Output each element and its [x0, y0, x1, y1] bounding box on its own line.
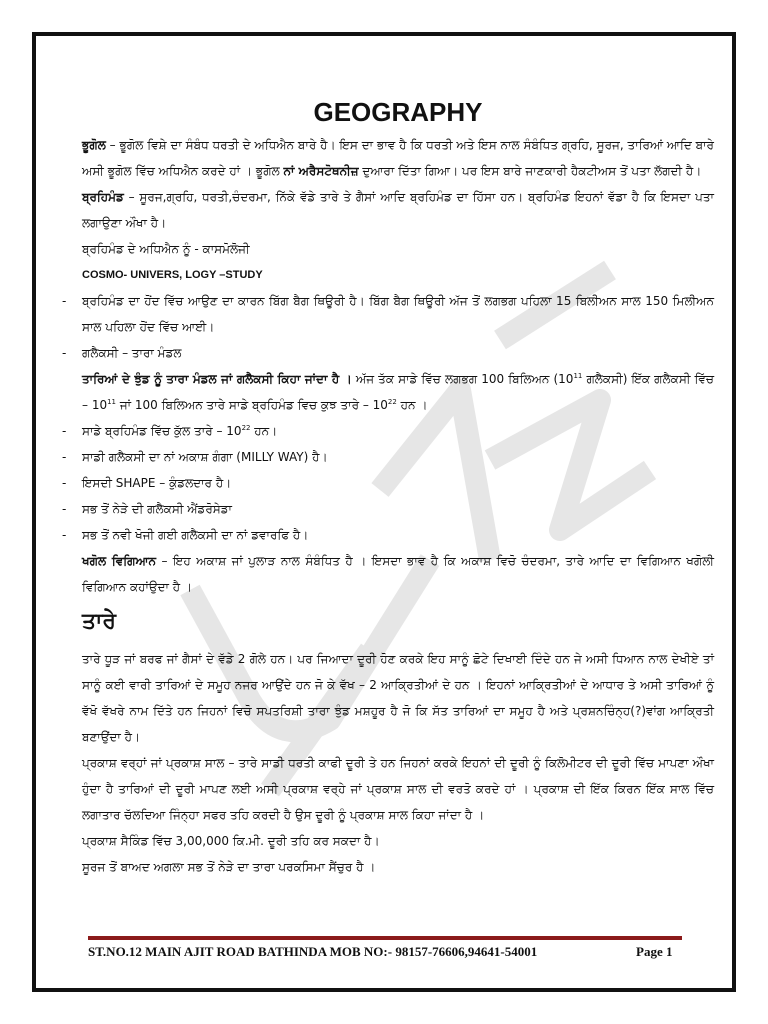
galaxy-text-b: ਗਲੈਕਸੀ) ਇੱਕ ਗਲੈਕਸੀ ਵਿੱਚ – 10: [82, 372, 714, 412]
khagol-term: ਖਗੋਲ ਵਿਗਿਆਨ: [82, 554, 157, 568]
bullet-text: ਸਭ ਤੋਂ ਨਵੀ ਖੋਜੀ ਗਈ ਗਲੈਕਸੀ ਦਾ ਨਾਂ ਡਵਾਰਫਿ ਹੈ।: [82, 528, 309, 542]
galaxy-sup-a: 11: [573, 372, 583, 380]
cosmo-line: COSMO- UNIVERS, LOGY –STUDY: [82, 269, 263, 281]
bullet-text: ਸਭ ਤੋਂ ਨੇੜੇ ਦੀ ਗਲੈਕਸੀ ਐਂਡਰੋਸੇਡਾ: [82, 502, 232, 516]
bullet-text: ਸਾਡੇ ਬ੍ਰਹਿਮੰਡ ਵਿੱਚ ਕੁੱਲ ਤਾਰੇ – 10: [82, 424, 242, 438]
tare-paragraph-4: ਸੂਰਜ ਤੋਂ ਬਾਅਦ ਅਗਲਾ ਸਭ ਤੋਂ ਨੇੜੇ ਦਾ ਤਾਰਾ ਪਰਕਸਿਮਾ ਸੈਂਚੁਰ ਹੈ ।: [82, 860, 376, 874]
galaxy-bold: ਤਾਰਿਆਂ ਦੇ ਝੁੰਡ ਨੂੰ ਤਾਰਾ ਮੰਡਲ ਜਾਂ ਗਲੈਕਸੀ ਕਿਹਾ ਜਾਂਦਾ ਹੈ ।: [82, 372, 352, 386]
galaxy-sup-b: 11: [107, 398, 117, 406]
list-item: - ਗਲੈਕਸੀ – ਤਾਰਾ ਮੰਡਲ: [62, 340, 714, 366]
bhugol-paragraph: [62, 132, 714, 184]
bullet-text: ਸਾਡੀ ਗਲੈਕਸੀ ਦਾ ਨਾਂ ਅਕਾਸ਼ ਗੰਗਾ (MILLY WAY) ਹੈ।: [82, 450, 328, 464]
list-item: - ਸਭ ਤੋਂ ਨਵੀ ਖੋਜੀ ਗਈ ਗਲੈਕਸੀ ਦਾ ਨਾਂ ਡਵਾਰਫਿ ਹੈ।: [62, 522, 714, 548]
document-body: [62, 92, 714, 880]
khagol-paragraph: [62, 548, 714, 600]
brahmand-term: ਬ੍ਰਹਿਮੰਡ: [82, 190, 124, 204]
list-item: - ਇਸਦੀ SHAPE – ਕੁੰਡਲਦਾਰ ਹੈ।: [62, 470, 714, 496]
tare-paragraph-3: ਪ੍ਰਕਾਸ਼ ਸੈਕਿੰਡ ਵਿੱਚ 3,00,000 ਕਿ.ਮੀ. ਦੂਰੀ ਤਹਿ ਕਰ ਸਕਦਾ ਹੈ।: [82, 834, 380, 848]
bhugol-bold: ਨਾਂ ਅਰੈਸਟੋਥਨੀਜ਼: [283, 164, 359, 178]
bullet-tail: ਹਨ।: [250, 424, 278, 438]
list-item: - ਸਾਡੇ ਬ੍ਰਹਿਮੰਡ ਵਿੱਚ ਕੁੱਲ ਤਾਰੇ – $10^{22}$ ਹਨ।: [62, 424, 278, 438]
page-number: Page 1: [636, 944, 673, 959]
galaxy-text-a: ਅੱਜ ਤੱਕ ਸਾਡੇ ਵਿੱਚ ਲਗਭਗ 100 ਬਿਲਿਅਨ (10: [351, 372, 574, 386]
bullet-text: ਬ੍ਰਹਿਮੰਡ ਦਾ ਹੋਂਦ ਵਿੱਚ ਆਉਣ ਦਾ ਕਾਰਨ ਬਿੱਗ ਬੈਗ ਥਿਊਰੀ ਹੈ। ਬਿੱਗ ਬੈਗ ਥਿਊਰੀ ਅੱਜ ਤੋਂ ਲਗਭਗ ਪਹਿਲਾ 15 ਬਿਲੀਅਨ ਸਾਲ 150 ਮਿਲੀਅਨ ਸਾਲ ਪਹਿਲਾ ਹੋਂਦ ਵਿੱਚ ਆਈ।: [82, 294, 714, 334]
page-title: GEOGRAPHY: [313, 97, 483, 127]
bullet-sup: 22: [241, 424, 251, 432]
galaxy-text-c: ਜਾਂ 100 ਬਿਲਿਅਨ ਤਾਰੇ ਸਾਡੇ ਬ੍ਰਹਿਮੰਡ ਵਿਚ ਕੁਝ ਤਾਰੇ – 10: [116, 398, 388, 412]
tare-paragraph-2: ਪ੍ਰਕਾਸ਼ ਵਰ੍ਹਾਂ ਜਾਂ ਪ੍ਰਕਾਸ਼ ਸਾਲ – ਤਾਰੇ ਸਾਡੀ ਧਰਤੀ ਕਾਫੀ ਦੂਰੀ ਤੇ ਹਨ ਜਿਹਨਾਂ ਕਰਕੇ ਇਹਨਾਂ ਦੀ ਦੂਰੀ ਨੂੰ ਕਿਲੋਮੀਟਰ ਦੀ ਦੂਰੀ ਵਿੱਚ ਮਾਪਣਾ ਔਖਾ ਹੁੰਦਾ ਹੈ ਤਾਰਿਆਂ ਦੀ ਦੂਰੀ ਮਾਪਣ ਲਈ ਅਸੀ ਪ੍ਰਕਾਸ਼ ਵਰ੍ਹੇ ਜਾਂ ਪ੍ਰਕਾਸ਼ ਸਾਲ ਦੀ ਵਰਤੋ ਕਰਦੇ ਹਾਂ । ਪ੍ਰਕਾਸ਼ ਦੀ ਇੱਕ ਕਿਰਨ ਇੱਕ ਸਾਲ ਵਿੱਚ ਲਗਾਤਾਰ ਚੱਲਦਿਆ ਜਿੰਨ੍ਹਾ ਸਫਰ ਤਹਿ ਕਰਦੀ ਹੈ ਉਸ ਦੂਰੀ ਨੂੰ ਪ੍ਰਕਾਸ਼ ਸਾਲ ਕਿਹਾ ਜਾਂਦਾ ਹੈ ।: [82, 756, 714, 822]
bhugol-text-2: ਦੁਆਰਾ ਦਿੱਤਾ ਗਿਆ। ਪਰ ਇਸ ਬਾਰੇ ਜਾਣਕਾਰੀ ਹੈਕਟੀਅਸ ਤੋਂ ਪਤਾ ਲੱਗਦੀ ਹੈ।: [358, 164, 702, 178]
tare-paragraph-1: ਤਾਰੇ ਧੂੜ ਜਾਂ ਬਰਫ ਜਾਂ ਗੈਸਾਂ ਦੇ ਵੱਡੇ 2 ਗੋਲੇ ਹਨ। ਪਰ ਜਿਆਦਾ ਦੂਰੀ ਹੋਣ ਕਰਕੇ ਇਹ ਸਾਨੂੰ ਛੋਟੇ ਦਿਖਾਈ ਦਿੰਦੇ ਹਨ ਜੇ ਅਸੀ ਧਿਆਨ ਨਾਲ ਦੇਖੀਏ ਤਾਂ ਸਾਨੂੰ ਕਈ ਵਾਰੀ ਤਾਰਿਆਂ ਦੇ ਸਮੂਹ ਨਜਰ ਆਉਂਦੇ ਹਨ ਜੋ ਕੇ ਵੱਖ – 2 ਆਕ੍ਰਿਤੀਆਂ ਦੇ ਹਨ । ਇਹਨਾਂ ਆਕ੍ਰਿਤੀਆਂ ਦੇ ਆਧਾਰ ਤੇ ਅਸੀ ਤਾਰਿਆਂ ਨੂੰ ਵੱਖੋ ਵੱਖਰੇ ਨਾਮ ਦਿੱਤੇ ਹਨ ਜਿਹਨਾਂ ਵਿਚੋ ਸਪਤਰਿਸ਼ੀ ਤਾਰਾ ਝੁੰਡ ਮਸ਼ਹੂਰ ਹੈ ਜੋ ਕਿ ਸੱਤ ਤਾਰਿਆਂ ਦਾ ਸਮੂਹ ਹੈ ਅਤੇ ਪ੍ਰਸ਼ਨਚਿੰਨ੍ਹ(?)ਵਾਂਗ ਆਕ੍ਰਿਤੀ ਬਣਾਉਂਦਾ ਹੈ।: [82, 652, 714, 744]
galaxy-sup-c: 22: [387, 398, 397, 406]
brahmand-paragraph: [62, 184, 714, 236]
list-item: - ਬ੍ਰਹਿਮੰਡ ਦਾ ਹੋਂਦ ਵਿੱਚ ਆਉਣ ਦਾ ਕਾਰਨ ਬਿੱਗ ਬੈਗ ਥਿਊਰੀ ਹੈ। ਬਿੱਗ ਬੈਗ ਥਿਊਰੀ ਅੱਜ ਤੋਂ ਲਗਭਗ ਪਹਿਲਾ 15 ਬਿਲੀਅਨ ਸਾਲ 150 ਮਿਲੀਅਨ ਸਾਲ ਪਹਿਲਾ ਹੋਂਦ ਵਿੱਚ ਆਈ।: [62, 288, 714, 340]
bullet-text: ਇਸਦੀ SHAPE – ਕੁੰਡਲਦਾਰ ਹੈ।: [82, 476, 232, 490]
galaxy-text-d: ਹਨ ।: [396, 398, 428, 412]
bhugol-term: ਭੂਗੋਲ: [82, 138, 106, 152]
list-item: - ਸਭ ਤੋਂ ਨੇੜੇ ਦੀ ਗਲੈਕਸੀ ਐਂਡਰੋਸੇਡਾ: [62, 496, 714, 522]
brahmand-study-line: ਬ੍ਰਹਿਮੰਡ ਦੇ ਅਧਿਐਨ ਨੂੰ - ਕਾਸਮੋਲੋਜੀ: [82, 242, 250, 256]
section-heading-tare: ਤਾਰੇ: [82, 609, 117, 634]
bhugol-text-1: – ਭੂਗੋਲ ਵਿਸ਼ੇ ਦਾ ਸੰਬੰਧ ਧਰਤੀ ਦੇ ਅਧਿਐਨ ਬਾਰੇ ਹੈ। ਇਸ ਦਾ ਭਾਵ ਹੈ ਕਿ ਧਰਤੀ ਅਤੇ ਇਸ ਨਾਲ ਸੰਬੰਧਿਤ ਗ੍ਰਹਿ, ਸੂਰਜ, ਤਾਰਿਆਂ ਆਦਿ ਬਾਰੇ ਅਸੀ ਭੂਗੋਲ ਵਿੱਚ ਅਧਿਐਨ ਕਰਦੇ ਹਾਂ । ਭੂਗੋਲ: [82, 138, 714, 178]
khagol-text: – ਇਹ ਅਕਾਸ਼ ਜਾਂ ਪੁਲਾੜ ਨਾਲ ਸੰਬੰਧਿਤ ਹੈ । ਇਸਦਾ ਭਾਵ ਹੈ ਕਿ ਅਕਾਸ਼ ਵਿਚੋ ਚੰਦਰਮਾ, ਤਾਰੇ ਆਦਿ ਦਾ ਵਿਗਿਆਨ ਖਗੋਲੀ ਵਿਗਿਆਨ ਕਹਾਂਉਦਾ ਹੈ ।: [82, 554, 714, 594]
footer-address: ST.NO.12 MAIN AJIT ROAD BATHINDA MOB NO:- 98157-76606,94641-54001: [88, 944, 538, 959]
brahmand-text: – ਸੂਰਜ,ਗ੍ਰਹਿ, ਧਰਤੀ,ਚੰਦਰਮਾ, ਨਿੱਕੇ ਵੱਡੇ ਤਾਰੇ ਤੇ ਗੈਸਾਂ ਆਦਿ ਬ੍ਰਹਿਮੰਡ ਦਾ ਹਿੱਸਾ ਹਨ। ਬ੍ਰਹਿਮੰਡ ਇਹਨਾਂ ਵੱਡਾ ਹੈ ਕਿ ਇਸਦਾ ਪਤਾ ਲਗਾਉਣਾ ਔਖਾ ਹੈ।: [82, 190, 714, 230]
galaxy-paragraph: [62, 366, 714, 418]
bullet-text: ਗਲੈਕਸੀ – ਤਾਰਾ ਮੰਡਲ: [82, 346, 182, 360]
list-item: - ਸਾਡੀ ਗਲੈਕਸੀ ਦਾ ਨਾਂ ਅਕਾਸ਼ ਗੰਗਾ (MILLY WAY) ਹੈ।: [62, 444, 714, 470]
footer-rule: [88, 936, 682, 940]
